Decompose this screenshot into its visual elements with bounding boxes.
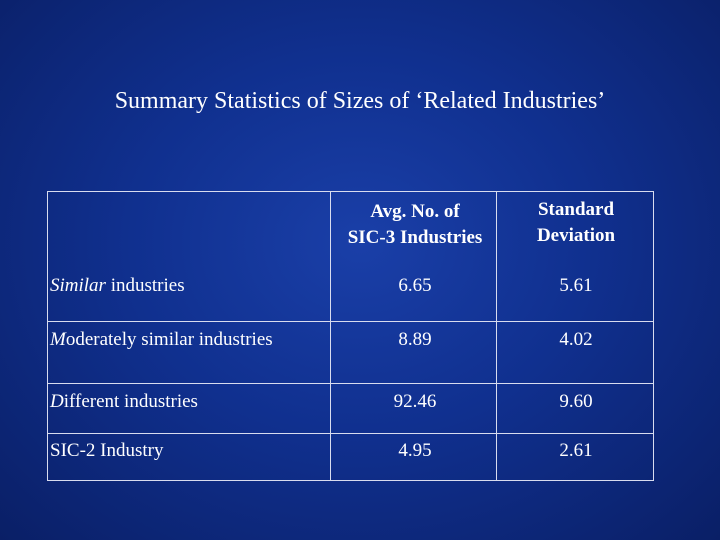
row-label-text: ifferent industries [63,391,198,412]
header-avg-line1: Avg. No. of [370,201,460,222]
header-std-line2: Deviation [536,225,616,246]
row-label-moderately [50,329,273,351]
row-label-emphasis: M [50,329,66,350]
header-std-line1: Standard [537,199,615,220]
slide-title: Summary Statistics of Sizes of ‘Related Industries’ [114,88,606,114]
row-label-text: oderately similar industries [65,329,273,350]
row-divider [48,433,653,434]
row-label-different [50,391,198,413]
avg-value: 92.46 [393,391,437,412]
row-label-emphasis: D [50,391,64,412]
sd-value: 2.61 [559,440,593,461]
row-label-text: SIC-2 Industry [50,440,164,461]
row-label-emphasis: Similar [50,275,106,296]
avg-value: 8.89 [398,329,432,350]
sd-value: 4.02 [559,329,593,350]
sd-value: 5.61 [559,275,593,296]
avg-value: 6.65 [398,275,432,296]
header-std-dev [496,197,656,249]
header-avg-sic3 [330,199,500,251]
row-label-text: industries [105,275,185,296]
avg-value: 4.95 [398,440,432,461]
sd-value: 9.60 [559,391,593,412]
row-label-sic2 [50,440,163,462]
row-divider [48,383,653,384]
header-avg-line2: SIC-3 Industries [347,227,483,248]
row-label-similar [50,275,185,297]
row-divider [48,321,653,322]
